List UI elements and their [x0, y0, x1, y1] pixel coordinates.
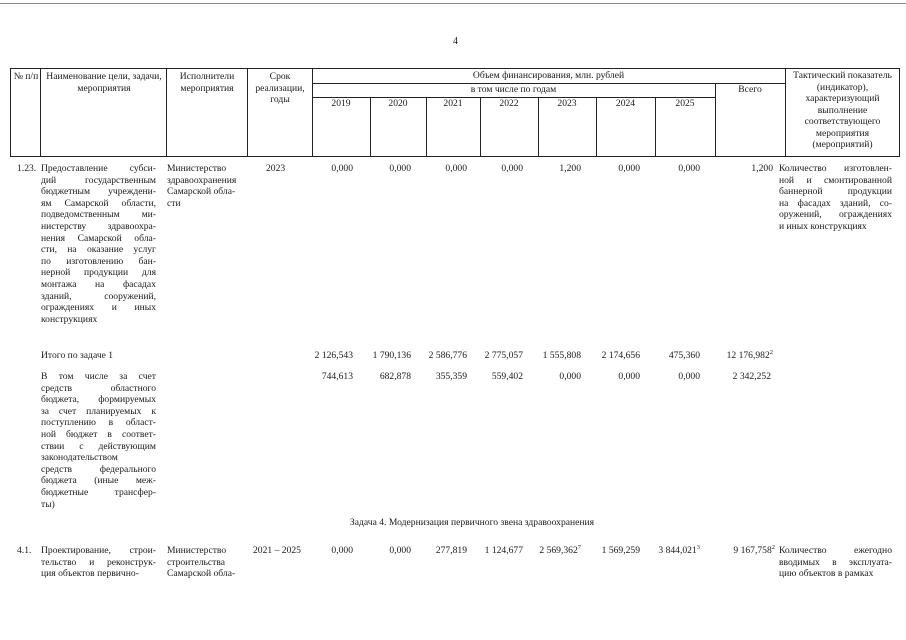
text-line: бюджета (иные меж-: [41, 475, 156, 487]
col-border: [40, 68, 41, 157]
header-top-border: [10, 68, 900, 69]
text-line: дий государственным: [41, 174, 156, 186]
text-line: ям Самарской области,: [41, 197, 156, 209]
text-line: Самарской обла-: [167, 186, 236, 198]
row-total: 1,200: [751, 163, 773, 174]
value-cell: 3 844,021$^3$: [658, 543, 700, 556]
col-border: [899, 68, 900, 157]
header-num: № п/п: [13, 71, 39, 82]
header-total: Всего: [738, 84, 762, 95]
text-line: ция объектов первично-: [41, 568, 139, 580]
header-year: 2024: [615, 98, 636, 109]
text-line: сти, на оказание услуг: [41, 244, 156, 256]
value-cell: 2 775,057: [484, 350, 523, 361]
total-sum: 12 176,982$^2$: [726, 348, 773, 361]
text-line: баннерной продукции: [779, 186, 892, 198]
value-cell: 0,000: [331, 545, 353, 556]
text-line: бюджетным учреждени-: [41, 186, 156, 198]
text-line: на фасадах зданий, со-: [779, 197, 892, 209]
table-header: [10, 68, 900, 156]
text-line: бюджета, формируемых: [41, 394, 156, 406]
value-cell: 0,000: [501, 163, 523, 174]
row-indicator: [779, 545, 892, 580]
text-line: за счет планируемых к: [41, 405, 156, 417]
total-label: Итого по задаче 1: [41, 350, 114, 361]
text-line: нистерству здравоохра-: [41, 220, 156, 232]
header-bottom-border: [10, 156, 900, 157]
text-line: В том числе за счет: [41, 371, 156, 382]
text-line: тельство и реконструк-: [41, 556, 156, 568]
row-num: 4.1.: [17, 545, 32, 556]
text-line: ствии с действующим: [41, 440, 156, 452]
header-funding: Объем финансирования, млн. рублей: [472, 70, 625, 81]
value-cell: 1 569,259: [601, 545, 640, 556]
text-line: по изготовлению бан-: [41, 255, 156, 267]
header-by-years: в том числе по годам: [470, 84, 557, 95]
row-total: 9 167,758$^2$: [733, 543, 775, 556]
header-indicator: Тактический показатель (индикатор), характеризующий выполнение соответствующего мероприятия (мероприятий): [793, 70, 892, 150]
value-cell: 2 126,543: [314, 350, 353, 361]
col-border: [247, 68, 248, 157]
value-cell: 559,402: [491, 371, 523, 382]
text-line: Самарской обла-: [167, 568, 236, 580]
text-line: вводимых в эксплуата-: [779, 556, 892, 568]
value-cell: 0,000: [389, 545, 411, 556]
header-term: Срок реализации, годы: [255, 71, 305, 105]
text-line: бюджетные трансфер-: [41, 486, 156, 498]
value-cell: 1,200: [559, 163, 581, 174]
value-cell: 0,000: [678, 371, 700, 382]
header-year: 2021: [443, 98, 463, 109]
text-line: конструкциях: [41, 313, 98, 325]
text-line: и иных конструкциях: [779, 220, 867, 232]
top-rule: [0, 3, 906, 4]
header-year: 2020: [388, 98, 408, 109]
row-term: 2021 – 2025: [253, 545, 301, 556]
value-cell: 0,000: [389, 163, 411, 174]
including-total: 2 342,252: [732, 371, 771, 382]
task-4-title: Задача 4. Модернизация первичного звена здравоохранения: [349, 517, 595, 528]
text-line: Проектирование, строи-: [41, 545, 156, 556]
text-line: Министерство: [167, 545, 227, 556]
text-line: нерной продукции для: [41, 267, 156, 279]
text-line: цию объектов в рамках: [779, 568, 874, 580]
text-line: ной бюджет в соответ-: [41, 428, 156, 440]
row-indicator: [779, 163, 892, 233]
col-border: [785, 68, 786, 157]
value-cell: 2 569,362$^7$: [539, 543, 581, 556]
text-line: оружений, ограждениях: [779, 209, 892, 221]
text-line: зданий, сооружений,: [41, 290, 156, 302]
text-line: нения Самарской обла-: [41, 232, 156, 244]
row-executors: [167, 163, 243, 209]
text-line: монтажа на фасадах: [41, 278, 156, 290]
row-term: 2023: [266, 163, 286, 174]
header-year: 2022: [499, 98, 519, 109]
value-cell: 277,819: [435, 545, 467, 556]
text-line: сти: [167, 197, 181, 209]
row-executors: [167, 545, 243, 580]
col-border: [166, 68, 167, 157]
header-year: 2019: [331, 98, 351, 109]
page-number: 4: [453, 36, 458, 47]
value-cell: 744,613: [321, 371, 353, 382]
value-cell: 0,000: [331, 163, 353, 174]
value-cell: 2 174,656: [601, 350, 640, 361]
text-line: подведомственным ми-: [41, 209, 156, 221]
text-line: Предоставление субси-: [41, 163, 156, 174]
value-cell: 2 586,776: [428, 350, 467, 361]
header-year: 2025: [675, 98, 695, 109]
text-line: средств областного: [41, 382, 156, 394]
value-cell: 1 124,677: [484, 545, 523, 556]
text-line: ной и смонтированной: [779, 174, 892, 186]
text-line: Количество ежегодно: [779, 545, 892, 556]
col-border: [10, 68, 11, 157]
value-cell: 0,000: [678, 163, 700, 174]
text-line: строительства: [167, 556, 226, 568]
text-line: ты): [41, 498, 55, 510]
text-line: Количество изготовлен-: [779, 163, 892, 174]
value-cell: 0,000: [445, 163, 467, 174]
row-num: 1.23.: [17, 163, 37, 174]
row-name: [41, 545, 156, 580]
text-line: законодательством: [41, 452, 118, 464]
text-line: Министерство: [167, 163, 227, 174]
value-cell: 0,000: [618, 371, 640, 382]
text-line: здравоохранения: [167, 174, 237, 186]
including-label: [41, 371, 156, 510]
value-cell: 475,360: [668, 350, 700, 361]
text-line: ограждениях и иных: [41, 302, 156, 314]
value-cell: 0,000: [618, 163, 640, 174]
value-cell: 682,878: [379, 371, 411, 382]
value-cell: 0,000: [559, 371, 581, 382]
text-line: средств федерального: [41, 463, 156, 475]
header-name: Наименование цели, задачи, мероприятия: [46, 71, 162, 94]
value-cell: 1 790,136: [372, 350, 411, 361]
row-name: [41, 163, 156, 325]
header-executors: Исполнители мероприятия: [179, 71, 235, 94]
value-cell: 355,359: [435, 371, 467, 382]
text-line: поступлению в област-: [41, 417, 156, 429]
value-cell: 1 555,808: [542, 350, 581, 361]
header-year: 2023: [557, 98, 577, 109]
